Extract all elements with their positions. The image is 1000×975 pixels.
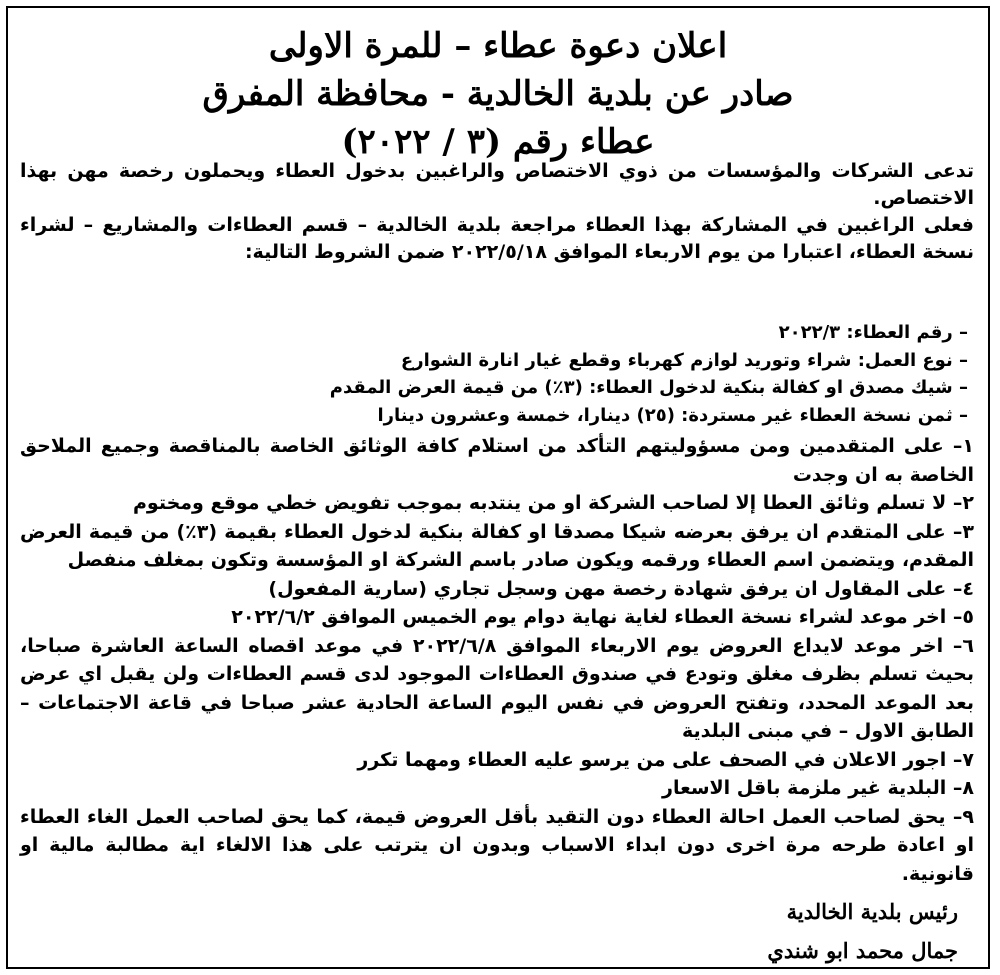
condition-item: ٢– لا تسلم وثائق العطا إلا لصاحب الشركة او من ينتدبه بموجب تفويض خطي موقع ومختوم [133, 492, 974, 514]
condition-item: ٥– اخر موعد لشراء نسخة العطاء لغاية نهاية دوام يوم الخميس الموافق ٢٠٢٢/٦/٢ [231, 606, 974, 628]
signature-name: جمال محمد ابو شندي [767, 938, 958, 963]
intro-paragraph: فعلى الراغبين في المشاركة بهذا العطاء مراجعة بلدية الخالدية – قسم العطاءات والمشاريع – لشراء نسخة العطاء، اعتبارا من يوم الاربعاء الموافق ٢٠٢٢/٥/١٨ ضمن الشروط التالية: [20, 214, 974, 263]
work-type: – نوع العمل: شراء وتوريد لوازم كهرباء وقطع غيار انارة الشوارع [400, 349, 968, 371]
intro [20, 158, 974, 266]
header-issuer: صادر عن بلدية الخالدية - محافظة المفرق [202, 74, 794, 114]
guarantee: – شيك مصدق او كفالة بنكية لدخول العطاء: (٣٪) من قيمة العرض المقدم [329, 377, 968, 398]
condition-item: ١– على المتقدمين ومن مسؤوليتهم التأكد من استلام كافة الوثائق الخاصة بالمناقصة وجميع الملاحق الخاصة به ان وجدت [20, 435, 974, 486]
tender-number: – رقم العطاء: ٢٠٢٢/٣ [778, 322, 968, 343]
condition-item: ٦– اخر موعد لايداع العروض يوم الاربعاء الموافق ٢٠٢٢/٦/٨ في موعد اقصاه الساعة العاشرة صباحا، بحيث تسلم بظرف مغلق وتودع في صندوق العطاءات الموجود لدى قسم العطاءات ولن يقبل اي عرض بعد الموعد المحدد، وتفتح العروض في نفس اليوم الساعة الحادية عشر صباحا في قاعة الاجتماعات – الطابق الاول – في مبنى البلدية [20, 634, 974, 742]
signature-title: رئيس بلدية الخالدية [786, 899, 958, 924]
intro-paragraph: تدعى الشركات والمؤسسات من ذوي الاختصاص والراغبين بدخول العطاء ويحملون رخصة مهن بهذا الاختصاص. [20, 160, 974, 209]
condition-item: ٧– اجور الاعلان في الصحف على من يرسو عليه العطاء ومهما تكرر [357, 748, 974, 771]
header-title: اعلان دعوة عطاء – للمرة الاولى [268, 26, 728, 66]
tender-details [20, 319, 968, 429]
header-tender-number: عطاء رقم (٣ / ٢٠٢٢) [341, 122, 655, 162]
condition-item: ٨– البلدية غير ملزمة باقل الاسعار [662, 777, 974, 799]
announcement [6, 6, 990, 969]
condition-item: ٩– يحق لصاحب العمل احالة العطاء دون التقيد بأقل العروض قيمة، كما يحق لصاحب العمل الغاء العطاء او اعادة طرحه مرة اخرى دون ابداء الاسباب وبدون ان يترتب على هذا الالغاء اية مطالبة مالية او قانونية. [20, 805, 974, 885]
copy-price: – ثمن نسخة العطاء غير مستردة: (٢٥) دينارا، خمسة وعشرون دينارا [377, 404, 968, 426]
signature [767, 892, 958, 970]
condition-item: ٤– على المقاول ان يرفق شهادة رخصة مهن وسجل تجاري (سارية المفعول) [268, 577, 974, 600]
conditions-list [20, 432, 974, 888]
condition-item: ٣– على المتقدم ان يرفق بعرضه شيكا مصدقا او كفالة بنكية لدخول العطاء بقيمة (٣٪) من قيمة العرض المقدم، ويتضمن اسم العطاء ورقمه ويكون صادر باسم الشركة او المؤسسة وتكون بمغلف منفصل [20, 520, 974, 571]
header [8, 22, 988, 166]
